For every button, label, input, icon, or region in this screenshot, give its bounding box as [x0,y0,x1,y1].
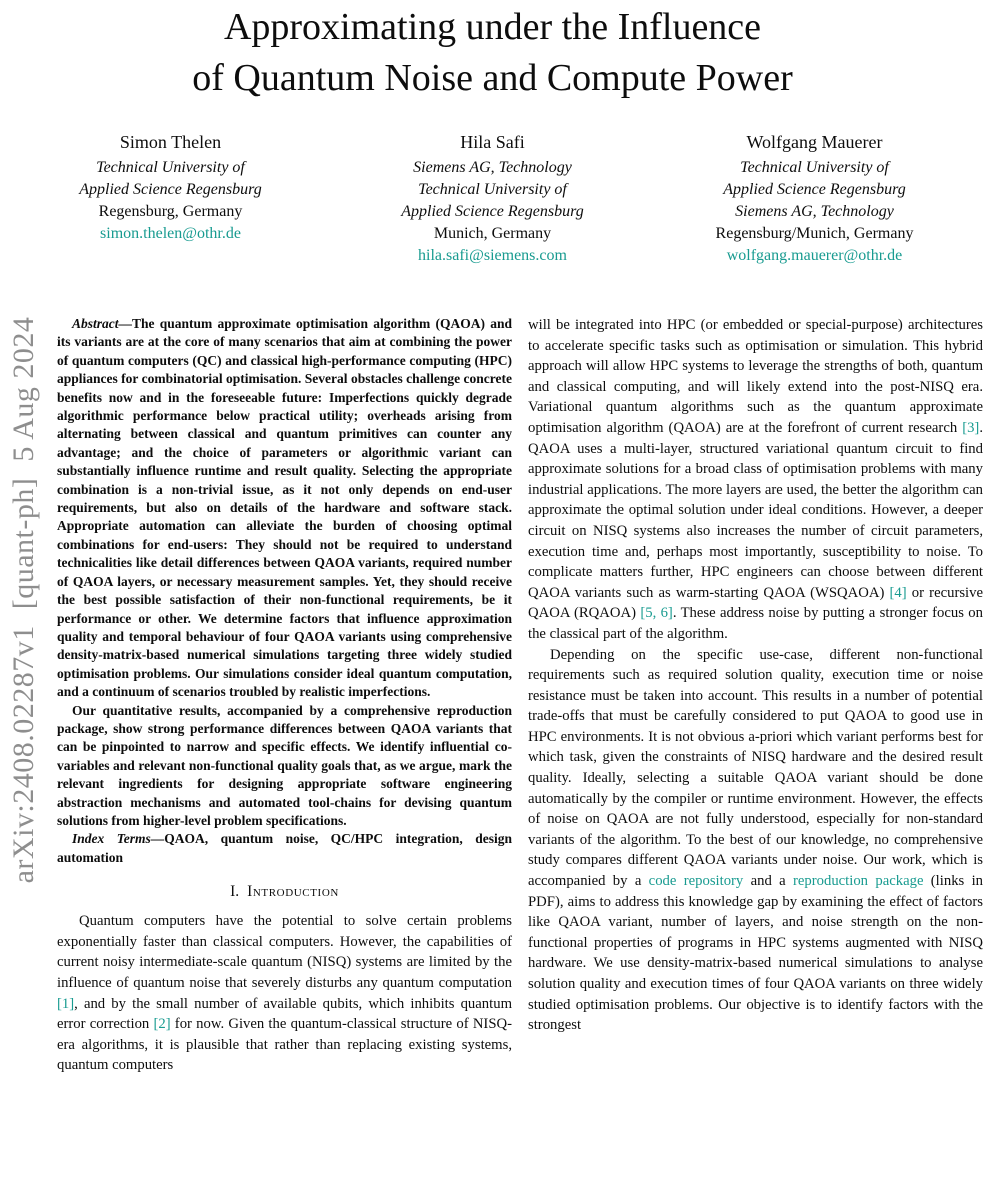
abstract-text: Our quantitative results, accompanied by a comprehensive reproduction package, show strong performance differences between QAOA variants that can be pinpointed to narrow and specific effects. We identify influential co-variables and relevant non-functional quality goals that, as we argue, mark the relevant ingredients for designing appropriate software engineering abstraction mechanisms and automated tool-chains for devising quantum solutions from higher-level problem specifications. [57,702,512,828]
section-heading-introduction [57,883,512,901]
text-run: Depending on the specific use-case, different non-functional requirements such as required solution quality, execution time or noise resistance must be taken into account. This results in a number of potential trade-offs that must be carefully considered to put QAOA to good use in HPC environments. It is not obvious a-priori which variant performs best for which task, given the constraints of NISQ hardware and the desired result quality. Ideally, selecting a suitable QAOA variant should be done automatically by the compiler or runtime environment. However, the effects of noise on QAOA are not fully understood, especially for non-standard variants of the algorithm. To the best of our knowledge, no comprehensive study compares different QAOA variants under noise. Our work, which is accompanied by a [528,646,983,890]
author-name: Wolfgang Mauerer [746,132,883,152]
text-run: for now. Given the quantum-classical structure of NISQ-era algorithms, it is plausible that rather than replacing existing systems, quantum computers [57,1016,512,1074]
author-affiliation: Siemens AG, Technology [413,159,572,176]
author-affiliation: Technical University of [740,159,889,176]
author-card-2 [358,130,628,267]
author-affiliation: Applied Science Regensburg [723,181,906,198]
text-run: . These address noise by putting a stronger focus on the classical part of the algorithm. [528,605,983,642]
text-run: or recursive QAOA (RQAOA) [528,584,983,622]
paper-title [0,0,985,104]
author-location: Munich, Germany [433,225,552,242]
text-run: (links in PDF), aims to address this knowledge gap by examining the effect of factors like QAOA variant, number of layers, and noise strength on the non-functional properties of programs in HPC systems augmented with NISQ hardware. We use density-matrix-based numerical simulations to analyse solution quality and execution times of four QAOA variants on three widely studied optimisation problems. Our objective is to identify factors with the strongest [528,873,983,1034]
author-email-link[interactable]: simon.thelen@othr.de [100,225,241,242]
abstract-paragraph-2 [57,702,512,831]
abstract-paragraph-1 [57,315,512,702]
citation-link[interactable]: [2] [153,1016,171,1033]
author-affiliation: Technical University of [418,181,567,198]
index-terms [57,830,512,867]
citation-link[interactable]: [1] [57,995,75,1012]
citation-link[interactable]: [5, 6] [640,605,673,622]
author-location: Regensburg, Germany [98,203,243,220]
author-affiliation: Technical University of [96,159,245,176]
text-run: Quantum computers have the potential to solve certain problems exponentially faster than classical computers. However, the capabilities of current noisy intermediate-scale quantum (NISQ) systems are limited by the influence of quantum noise that severely disturbs any quantum computation [57,913,512,991]
author-affiliation: Siemens AG, Technology [735,203,894,220]
author-card-1 [36,130,306,267]
intro-paragraph-right-1 [528,315,983,645]
left-column [57,315,512,1076]
author-affiliation: Applied Science Regensburg [401,203,584,220]
text-run: and a [743,873,793,890]
author-email-link[interactable]: wolfgang.mauerer@othr.de [726,247,903,264]
two-column-body [0,315,985,1076]
text-run: , and by the small number of available qubits, which inhibits quantum error correction [57,995,512,1033]
intro-paragraph-right-2 [528,645,983,1036]
inline-link[interactable]: reproduction package [792,873,924,890]
index-terms-label: Index Terms— [72,831,165,847]
author-card-3 [680,130,950,267]
author-block [0,130,985,267]
author-name: Simon Thelen [119,132,222,152]
abstract-text: The quantum approximate optimisation algorithm (QAOA) and its variants are at the core of many scenarios that aim at combining the power of quantum computers (QC) and classical high-performance computing (HPC) appliances for combinatorial optimisation. Several obstacles challenge concrete benefits now and in the foreseeable future: Imperfections quickly degrade algorithmic performance below practical utility; overheads arising from alternating between classical and quantum primitives can counter any advantage; and the choice of parameters or algorithmic variant can substantially influence runtime and result quality. Selecting the appropriate combination is a non-trivial issue, as it not only depends on end-user requirements, but also on details of the hardware and software stack. Appropriate automation can alleviate the burden of choosing optimal combinations for end-users: They should not be required to understand technicalities like detail differences between QAOA variants, required number of QAOA layers, or necessary measurement samples. Yet, they should receive the best possible satisfaction of their non-functional requirements, be it performance or other. We determine factors that influence approximation quality and temporal behaviour of four QAOA variants using comprehensive density-matrix-based numerical simulations targeting three widely studied optimisation problems. Our simulations consider ideal quantum computation, and a continuum of scenarios troubled by realistic imperfections. [57,316,512,700]
section-title: Introduction [247,883,339,901]
citation-link[interactable]: [4] [889,584,907,601]
citation-link[interactable]: [3] [962,419,980,436]
title-line-1: Approximating under the Influence [223,6,762,48]
abstract-label: Abstract— [72,316,133,331]
author-affiliation: Applied Science Regensburg [79,181,262,198]
text-run: . QAOA uses a multi-layer, structured variational quantum circuit to find approximate solutions for a broad class of optimisation problems with many industrial applications. The more layers are used, the better the algorithm can approximate the optimal solution under ideal conditions. However, a deeper circuit on NISQ systems also increases the number of circuit parameters, execution time and, perhaps most importantly, susceptibility to noise. To complicate matters further, HPC engineers can choose between different QAOA variants such as warm-starting QAOA (WSQAOA) [528,419,983,601]
inline-link[interactable]: code repository [648,873,744,890]
author-name: Hila Safi [460,132,525,152]
author-location: Regensburg/Munich, Germany [715,225,914,242]
text-run: will be integrated into HPC (or embedded or special-purpose) architectures to accelerate specific tasks such as optimisation or simulation. This hybrid approach will allow HPC systems to leverage the strengths of both, quantum and classical computing, and will likely extend into the post-NISQ era. Variational quantum algorithms such as the quantum approximate optimisation algorithm (QAOA) are at the forefront of current research [528,317,983,436]
author-email-link[interactable]: hila.safi@siemens.com [418,247,567,264]
title-line-2: of Quantum Noise and Compute Power [192,57,793,99]
intro-paragraph-left [57,911,512,1076]
section-number: I. [230,883,240,901]
index-terms-text: QAOA, quantum noise, QC/HPC integration, design automation [57,831,512,865]
right-column [528,315,983,1076]
arxiv-watermark: arXiv:2408.02287v1 [quant-ph] 5 Aug 2024 [7,316,40,884]
